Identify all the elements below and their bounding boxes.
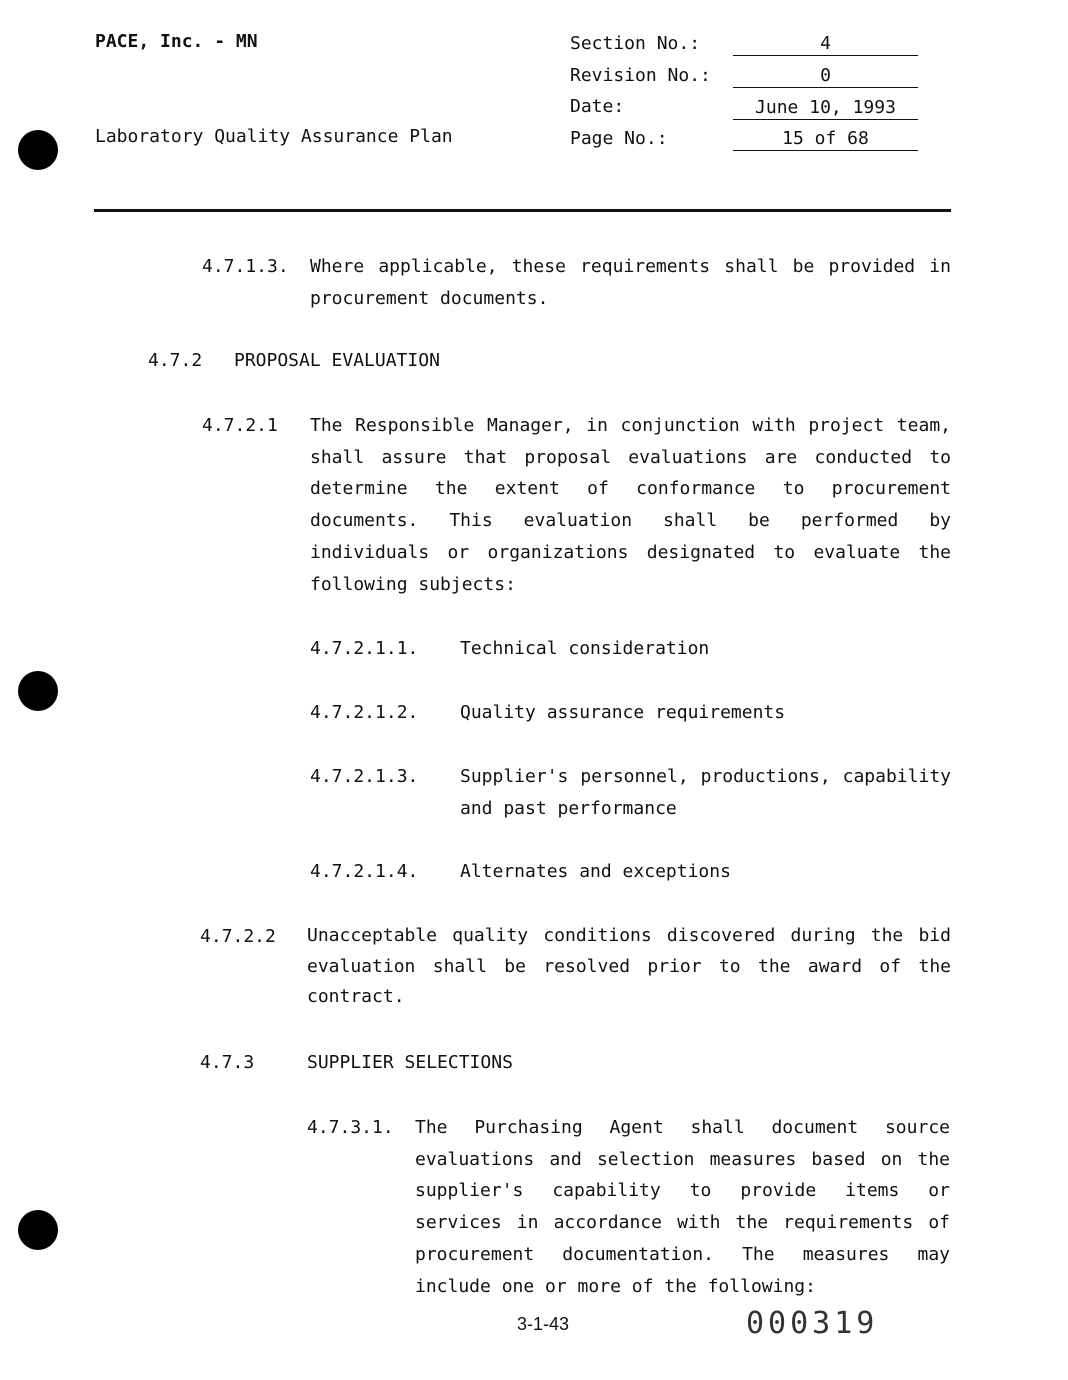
section-4-7-1-3-text: Where applicable, these requirements shall be provided in procurement documents. <box>310 256 951 309</box>
section-4-7-2-title: PROPOSAL EVALUATION <box>234 350 440 371</box>
punch-hole-middle <box>18 671 58 711</box>
company-name: PACE, Inc. - MN <box>95 31 258 52</box>
section-4-7-2-number: 4.7.2 <box>148 350 203 371</box>
section-label: Section No.: <box>570 33 701 54</box>
section-4-7-3-title: SUPPLIER SELECTIONS <box>307 1052 513 1073</box>
section-4-7-3-1-text: The Purchasing Agent shall document source evaluations and selection measures based on the supplier's capability to provide items or services in accordance with the requirements of procurement documentation. The measures may include one or more of the following: <box>415 1117 950 1297</box>
page-value: 15 of 68 <box>733 128 918 151</box>
subsection-text: Alternates and exceptions <box>460 861 731 882</box>
section-4-7-2-1-text: The Responsible Manager, in conjunction with project team, shall assure that proposal evaluations are conducted to determine the extent of conformance to procurement documents. This evaluation shall be performed by individuals or organizations designated to evaluate the following subjects: <box>310 415 951 595</box>
punch-hole-top <box>18 130 58 170</box>
date-value: June 10, 1993 <box>733 97 918 120</box>
section-4-7-2-1-number: 4.7.2.1 <box>202 415 278 436</box>
section-value: 4 <box>733 33 918 56</box>
page-code: 3-1-43 <box>517 1314 570 1334</box>
subsection-number: 4.7.2.1.2. <box>310 702 419 723</box>
header-divider <box>94 209 951 212</box>
subsection-number: 4.7.2.1.1. <box>310 638 419 659</box>
revision-label: Revision No.: <box>570 65 711 86</box>
section-4-7-3-1-number: 4.7.3.1. <box>307 1117 394 1138</box>
section-4-7-1-3-number: 4.7.1.3. <box>202 256 289 277</box>
punch-hole-bottom <box>18 1210 58 1250</box>
plan-title: Laboratory Quality Assurance Plan <box>95 126 453 147</box>
section-4-7-3-number: 4.7.3 <box>200 1052 255 1073</box>
subsection-text: Quality assurance requirements <box>460 702 786 723</box>
revision-value: 0 <box>733 65 918 88</box>
section-4-7-2-2-number: 4.7.2.2 <box>200 926 276 947</box>
document-stamp-number: 000319 <box>746 1306 879 1341</box>
subsection-number: 4.7.2.1.4. <box>310 861 419 882</box>
subsection-number: 4.7.2.1.3. <box>310 766 419 787</box>
section-4-7-2-2-text: Unacceptable quality conditions discovered during the bid evaluation shall be resolved prior to the award of the contract. <box>307 925 951 1007</box>
subsection-text: Technical consideration <box>460 638 710 659</box>
subsection-text: Supplier's personnel, productions, capability and past performance <box>460 766 951 819</box>
page-label: Page No.: <box>570 128 668 149</box>
date-label: Date: <box>570 96 625 117</box>
